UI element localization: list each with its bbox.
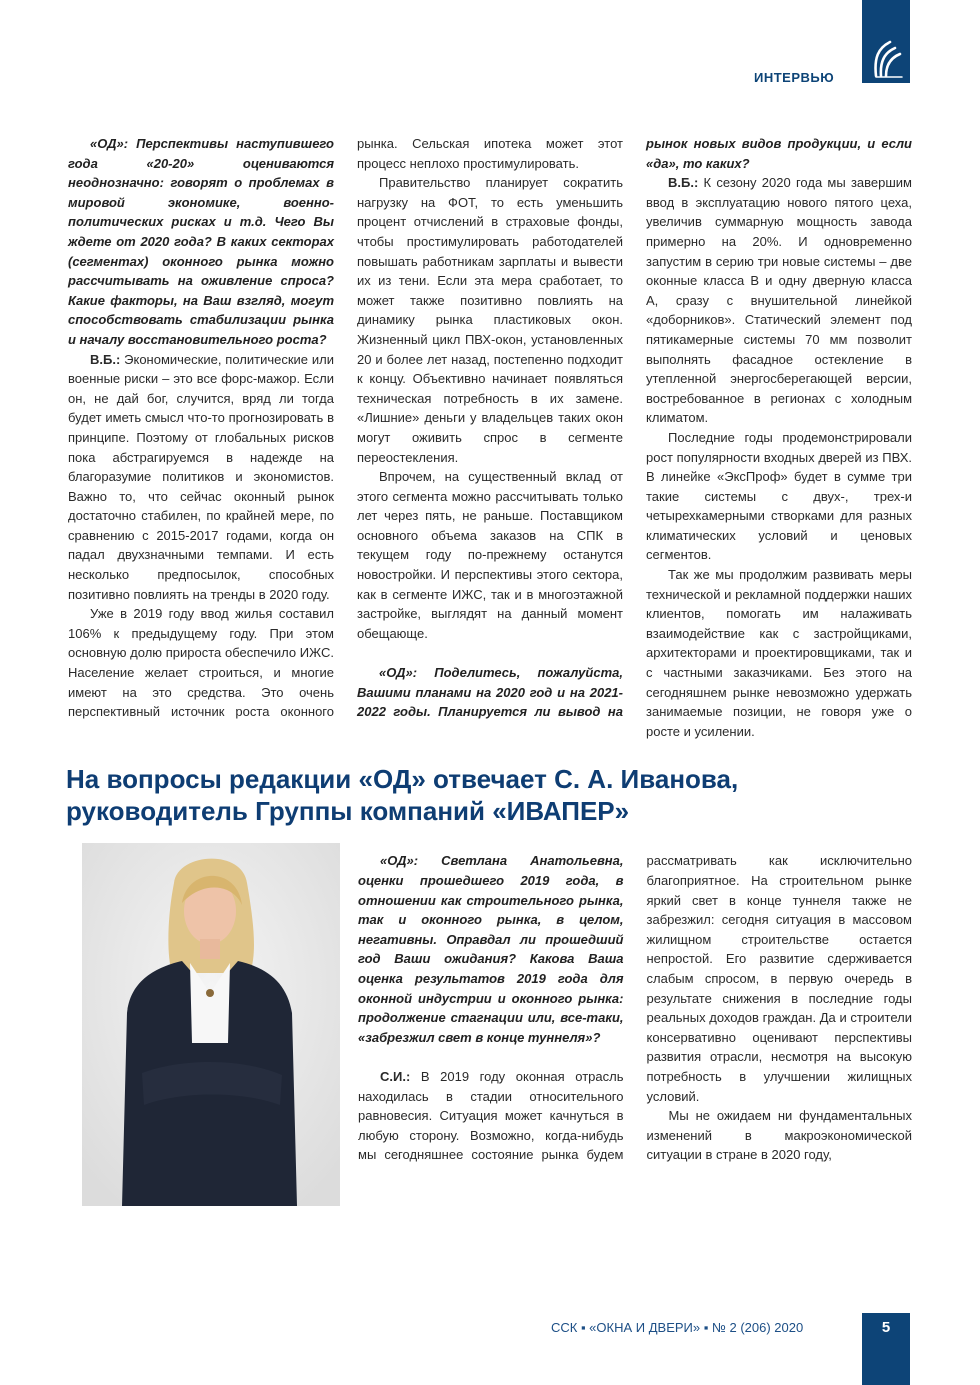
question: «ОД»: Поделитесь, пожалуйста, Вашими планами на 2020 год и на 2021-2022 годы. Планируется ли вывод на рынок новых видов продукции, и если «да», то каких? (357, 136, 912, 720)
magazine-logo-icon (868, 38, 904, 80)
answer-text: В 2019 году оконная отрасль находилась в стадии относительного равновесия. Ситуация может качнуться в любую сторону. Возможно, когда-нибудь мы сегодняшнее состояние рынка будем рассматривать как исключительно благоприятное. На строительном рынке яркий свет в конце туннеля также не забрезжил: сегодня ситуация в массовом жилищном строительстве остается непростой. Его развитие сдерживается слабым спросом, в первую очередь в результате снижения в последние годы реальных доходов граждан. Да и строители консервативно оценивают перспективы развития отрасли, несмотря на высокую потребность в улучшении жилищных условий. (358, 853, 912, 1163)
answer-text: К сезону 2020 года мы завершим ввод в эксплуатацию нового пятого цеха, увеличив суммарную мощность завода примерно на 20%. И одновременно запустим в серию три новые системы – две оконные класса В и одну дверную класса А, сразу с внушительной линейкой «доборников». Статический элемент под пятикамерные системы 70 мм позволит выполнять фасадное остекление в утепленной энергосберегающей версии, востребованное в регионах с холодным климатом. (646, 175, 912, 426)
page-body (66, 134, 912, 1206)
answer-text: Экономические, политические или военные риски – это все форс-мажор. Если он, не дай бог, случится, вряд ли тогда будет иметь смысл что-то прогнозировать в принципе. Поэтому от глобальных рисков пока абстрагируемся в надежде на благоразумие политиков и экономистов. Важно то, что сейчас оконный рынок достаточно стабилен, по крайней мере, по сравнению с 2015-2017 годами, когда он падал двухзначными темпами. И есть несколько предпосылок, способных позитивно повлиять на тренды в 2020 году. (68, 351, 334, 602)
page-number-tab (862, 1313, 910, 1385)
paragraph: Уже в 2019 году ввод жилья составил 106% к предыдущему году. При этом основную долю прироста обеспечило ИЖС. Население желает строиться, и многие имеют на это средства. Это очень перспективный источник роста оконного рынка. Сельская ипотека может этот процесс неплохо простимулировать. (68, 136, 623, 720)
article-interview-2 (358, 851, 912, 1165)
portrait-photo (82, 843, 340, 1206)
question: «ОД»: Перспективы наступившего года «20-20» оцениваются неоднозначно: говорят о проблемах в мировой экономике, военно-политических рисках и т.д. Чего Вы ждете от 2020 года? В каких секторах (сегментах) оконного рынка можно рассчитывать на оживление спроса? Какие факторы, на Ваш взгляд, могут способствовать стабилизации рынка и началу восстановительного роста? (68, 136, 334, 347)
question: «ОД»: Светлана Анатольевна, оценки прошедшего 2019 года, в отношении как строительного рынка, так и оконного рынка, в целом, негативны. Оправдал ли прошедший год Ваши ожидания? Какова Ваша оценка результатов 2019 года для оконной индустрии и оконного рынка: продолжение стагнации или, все-таки, «забрезжил свет в конце туннеля»? (358, 853, 624, 1045)
answer (646, 173, 912, 428)
publication-footer: ССК ▪ «ОКНА И ДВЕРИ» ▪ № 2 (206) 2020 (551, 1320, 804, 1335)
paragraph: Так же мы продолжим развивать меры технической и рекламной поддержки наших клиентов, помогать им налаживать взаимодействие как с застройщиками, архитекторами и проектировщиками, так и с частными заказчиками. Без этого на сегодняшнем рынке невозможно удержать занимаемые позиции, не говоря уже о росте и усилении. (646, 567, 912, 739)
speaker: В.Б.: (90, 351, 121, 367)
section-tab (862, 0, 910, 83)
paragraph: Мы не ожидаем ни фундаментальных изменений в макроэкономической ситуации в стране в 2020 году, (646, 1108, 912, 1163)
paragraph: Впрочем, на существенный вклад от этого сегмента можно рассчитывать только лет через пять, не раньше. Поставщиком основного объема заказов на СПК в текущем году по-прежнему останутся новостройки. И перспективы этого сектора, как в сегменте ИЖС, так и в многоэтажной застройке, выглядят на данный момент обещающе. (357, 469, 623, 641)
page-number: 5 (881, 1319, 891, 1336)
headline-line-2: руководитель Группы компаний «ИВАПЕР» (66, 796, 630, 827)
article-headline (66, 763, 912, 827)
answer (68, 350, 334, 605)
paragraph: Последние годы продемонстрировали рост популярности входных дверей из ПВХ. В линейке «ЭксПроф» будет в сумме три такие системы с двух-, трех-и четырехкамерными створками для разных климатических условий и ценовых сегментов. (646, 429, 912, 563)
article-interview-1 (68, 134, 912, 741)
interview-2-section (66, 851, 912, 1206)
paragraph: Правительство планирует сократить нагрузку на ФОТ, то есть уменьшить процент отчислений в страховые фонды, чтобы простимулировать работодателей повышать работникам зарплаты и вывести их из тени. Если эта мера сработает, то может также позитивно повлиять на динамику рынка пластиковых окон. Жизненный цикл ПВХ-окон, установленных 20 и более лет назад, постепенно подходит к концу. Объективно начинает появляться техническая потребность в их замене. «Лишние» деньги у владельцев таких окон могут оживить спрос в сегменте переостекления. (357, 175, 623, 465)
speaker: С.И.: (380, 1068, 411, 1084)
section-label: ИНТЕРВЬЮ (754, 70, 835, 85)
speaker: В.Б.: (668, 175, 699, 191)
headline-line-1: На вопросы редакции «ОД» отвечает С. А. Иванова, (66, 764, 739, 795)
